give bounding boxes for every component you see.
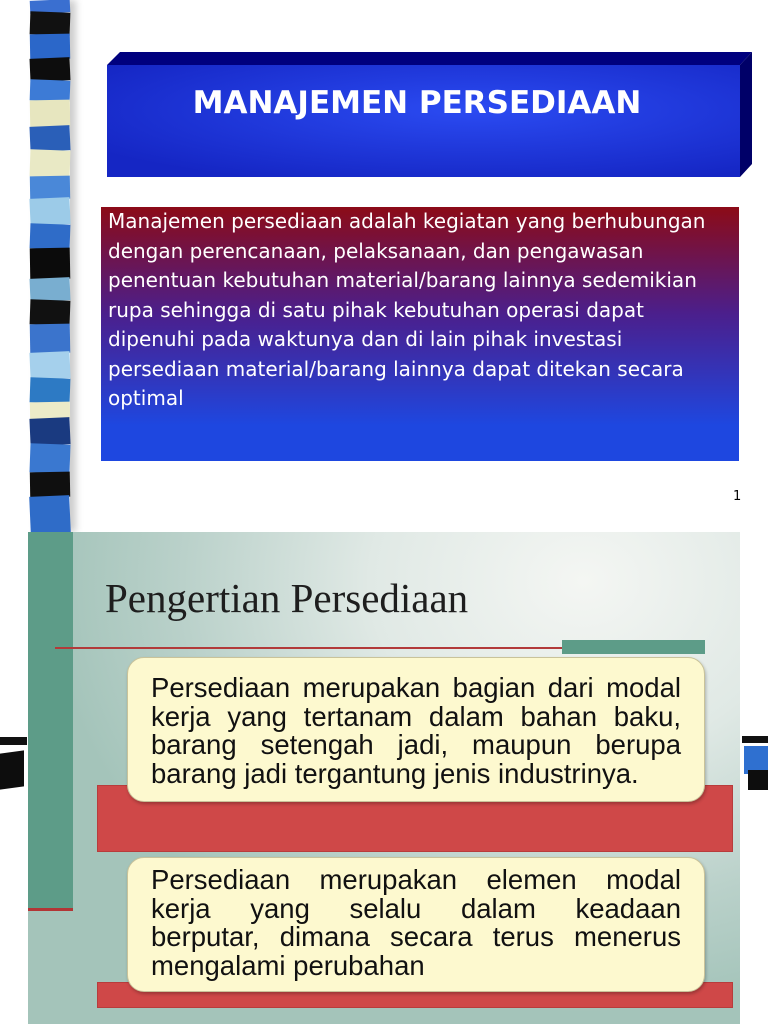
definition-line: optimal bbox=[108, 386, 184, 410]
edge-decoration bbox=[0, 737, 27, 745]
stripe-block bbox=[30, 223, 71, 249]
title-accent-bar bbox=[562, 640, 705, 654]
box-line: barang setengah jadi, maupun berupa bbox=[151, 729, 681, 760]
stripe-block bbox=[30, 57, 71, 82]
definition-box-2-text bbox=[151, 866, 681, 980]
box-line: kerja yang selalu dalam keadaan bbox=[151, 892, 681, 924]
edge-decoration bbox=[0, 750, 24, 789]
title-box-front-face bbox=[107, 65, 740, 177]
title-box-top-face bbox=[107, 52, 752, 65]
stripe-block bbox=[29, 417, 70, 446]
stripe-block bbox=[30, 11, 71, 35]
stripe-block bbox=[30, 176, 70, 200]
box-line: barang jadi tergantung jenis industrinya. bbox=[151, 757, 639, 789]
left-accent-bar bbox=[28, 532, 73, 908]
stripe-block bbox=[29, 197, 70, 226]
stripe-block bbox=[30, 472, 70, 498]
definition-box bbox=[101, 207, 739, 461]
edge-decoration bbox=[748, 770, 768, 790]
stripe-block bbox=[29, 495, 71, 532]
stripe-block bbox=[30, 79, 71, 101]
stripe-block bbox=[30, 299, 71, 325]
definition-line: rupa sehingga di satu pihak kebutuhan operasi dapat bbox=[108, 297, 644, 322]
left-accent-red-line bbox=[28, 908, 73, 911]
stripe-block bbox=[30, 100, 70, 128]
stripe-block bbox=[30, 324, 71, 354]
box-line: kerja yang tertanam dalam bahan baku, bbox=[151, 700, 681, 732]
page-number: 1 bbox=[733, 489, 742, 504]
edge-decoration bbox=[742, 736, 768, 743]
definition-box-1-text bbox=[151, 674, 681, 788]
box-line: mengalami perubahan bbox=[151, 949, 425, 981]
slide-title: Pengertian Persediaan bbox=[105, 575, 469, 621]
decorative-stripe bbox=[30, 0, 70, 532]
stripe-block bbox=[29, 125, 70, 152]
definition-line: dipenuhi pada waktunya dan di lain pihak investasi bbox=[108, 327, 623, 351]
box-line: Persediaan merupakan elemen modal bbox=[151, 864, 681, 895]
box-line: berputar, dimana secara terus menerus bbox=[151, 921, 681, 952]
stripe-block bbox=[30, 248, 71, 280]
stripe-block bbox=[30, 377, 71, 403]
stripe-block bbox=[30, 149, 71, 177]
definition-line: Manajemen persediaan adalah kegiatan yang berhubungan bbox=[108, 209, 706, 233]
box-line: Persediaan merupakan bagian dari modal bbox=[151, 672, 681, 703]
stripe-block bbox=[30, 34, 70, 60]
stripe-block bbox=[29, 351, 70, 380]
stripe-block bbox=[30, 443, 71, 473]
definition-line: persediaan material/barang lainnya dapat ditekan secara bbox=[108, 356, 684, 381]
definition-line: dengan perencanaan, pelaksanaan, dan pengawasan bbox=[108, 238, 644, 263]
slide-2 bbox=[28, 532, 740, 1024]
title-underline bbox=[55, 647, 563, 649]
stripe-block bbox=[30, 277, 71, 302]
title-box-side-face bbox=[740, 52, 752, 177]
definition-line: penentuan kebutuhan material/barang lainnya sedemikian bbox=[108, 268, 697, 292]
slide-title: MANAJEMEN PERSEDIAAN bbox=[192, 85, 642, 121]
